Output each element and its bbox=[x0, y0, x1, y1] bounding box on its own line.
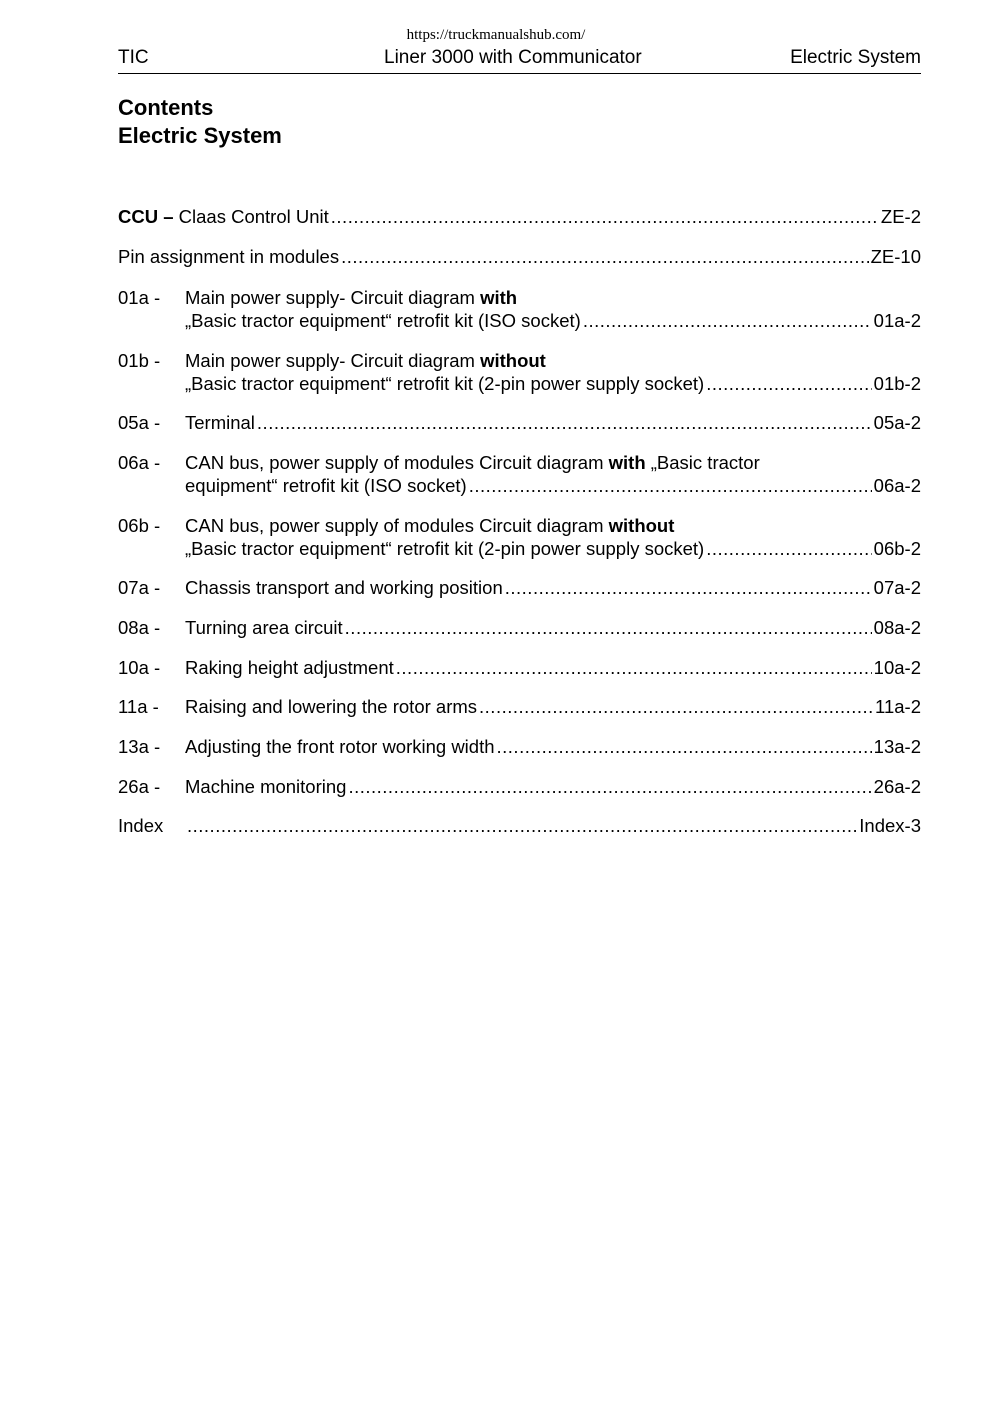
toc-06b-bold: without bbox=[608, 515, 675, 536]
toc-entry-13a[interactable] bbox=[118, 735, 921, 758]
toc-entry-01a[interactable] bbox=[118, 286, 921, 332]
toc-01b-num: 01b - bbox=[118, 350, 161, 371]
toc-11a-page: 11a-2 bbox=[875, 696, 921, 717]
toc-01b-line2: „Basic tractor equipment“ retrofit kit (2-pin power supply socket) bbox=[185, 373, 705, 394]
toc-10a-num: 10a - bbox=[118, 657, 161, 678]
toc-26a-page: 26a-2 bbox=[873, 776, 921, 797]
toc-ccu-page: ZE-2 bbox=[880, 206, 921, 227]
toc-pin-label: Pin assignment in modules bbox=[118, 246, 340, 267]
toc-entry-11a[interactable] bbox=[118, 695, 921, 718]
toc-08a-label: Turning area circuit bbox=[185, 617, 343, 638]
toc-06a-bold: with bbox=[608, 452, 646, 473]
leader-dots bbox=[469, 474, 872, 497]
toc-06a-line1: CAN bus, power supply of modules Circuit diagram bbox=[185, 452, 609, 473]
leader-dots bbox=[505, 576, 872, 599]
toc-index-page: Index-3 bbox=[859, 815, 921, 836]
source-url: https://truckmanualshub.com/ bbox=[406, 27, 586, 43]
toc-10a-page: 10a-2 bbox=[873, 657, 921, 678]
toc-06b-line2: „Basic tractor equipment“ retrofit kit (2-pin power supply socket) bbox=[185, 538, 705, 559]
toc-06b-line1: CAN bus, power supply of modules Circuit diagram bbox=[185, 515, 609, 536]
toc-01b-line1: Main power supply- Circuit diagram bbox=[185, 350, 481, 371]
toc-pin-page: ZE-10 bbox=[870, 246, 921, 267]
toc-06a-line2: equipment“ retrofit kit (ISO socket) bbox=[185, 475, 467, 496]
toc-entry-pin[interactable] bbox=[118, 245, 921, 268]
toc-07a-page: 07a-2 bbox=[873, 577, 921, 598]
leader-dots bbox=[345, 616, 872, 639]
leader-dots bbox=[348, 775, 871, 798]
toc-05a-num: 05a - bbox=[118, 412, 161, 433]
toc-13a-num: 13a - bbox=[118, 736, 161, 757]
toc-entry-06a[interactable] bbox=[118, 451, 921, 497]
toc-26a-num: 26a - bbox=[118, 776, 161, 797]
toc-01b-page: 01b-2 bbox=[873, 373, 921, 394]
toc-06a-page: 06a-2 bbox=[873, 475, 921, 496]
leader-dots bbox=[706, 372, 871, 395]
toc-06a-line1-post: „Basic tractor bbox=[645, 452, 760, 473]
leader-dots bbox=[479, 695, 873, 718]
toc-entry-05a[interactable] bbox=[118, 411, 921, 434]
leader-dots bbox=[396, 656, 872, 679]
toc-05a-page: 05a-2 bbox=[873, 412, 921, 433]
leader-dots bbox=[187, 814, 857, 837]
header-right: Electric System bbox=[790, 47, 921, 68]
toc-08a-num: 08a - bbox=[118, 617, 161, 638]
page-header bbox=[118, 47, 921, 74]
toc-01a-num: 01a - bbox=[118, 287, 161, 308]
toc-11a-num: 11a - bbox=[118, 696, 159, 717]
toc-10a-label: Raking height adjustment bbox=[185, 657, 394, 678]
toc-entry-08a[interactable] bbox=[118, 616, 921, 639]
leader-dots bbox=[497, 735, 872, 758]
toc-entry-10a[interactable] bbox=[118, 656, 921, 679]
toc-06a-num: 06a - bbox=[118, 452, 161, 473]
toc-entry-06b[interactable] bbox=[118, 514, 921, 560]
toc-entry-07a[interactable] bbox=[118, 576, 921, 599]
toc-index-num: Index bbox=[118, 815, 164, 836]
header-left: TIC bbox=[118, 47, 149, 68]
toc-06b-num: 06b - bbox=[118, 515, 161, 536]
toc-entry-26a[interactable] bbox=[118, 775, 921, 798]
title-line-1: Contents bbox=[118, 95, 214, 120]
toc-26a-label: Machine monitoring bbox=[185, 776, 347, 797]
header-center: Liner 3000 with Communicator bbox=[384, 47, 642, 68]
leader-dots bbox=[341, 245, 869, 268]
leader-dots bbox=[706, 537, 871, 560]
toc-01a-line1: Main power supply- Circuit diagram bbox=[185, 287, 481, 308]
leader-dots bbox=[583, 309, 872, 332]
leader-dots bbox=[257, 411, 872, 434]
title-line-2: Electric System bbox=[118, 123, 282, 148]
toc-05a-label: Terminal bbox=[185, 412, 255, 433]
toc-13a-page: 13a-2 bbox=[873, 736, 921, 757]
toc-01a-line2: „Basic tractor equipment“ retrofit kit (ISO socket) bbox=[185, 310, 581, 331]
toc-11a-label: Raising and lowering the rotor arms bbox=[185, 696, 478, 717]
page-title bbox=[118, 94, 282, 150]
toc-08a-page: 08a-2 bbox=[873, 617, 921, 638]
toc-entry-01b[interactable] bbox=[118, 349, 921, 395]
toc-07a-num: 07a - bbox=[118, 577, 161, 598]
toc-07a-label: Chassis transport and working position bbox=[185, 577, 503, 598]
toc-01b-bold: without bbox=[480, 350, 546, 371]
toc-ccu-bold: CCU – bbox=[118, 206, 174, 227]
toc-13a-label: Adjusting the front rotor working width bbox=[185, 736, 495, 757]
toc-entry-ccu[interactable] bbox=[118, 205, 921, 228]
leader-dots bbox=[331, 205, 879, 228]
toc-entry-index[interactable] bbox=[118, 814, 921, 837]
toc-ccu-label: Claas Control Unit bbox=[173, 206, 329, 227]
toc-01a-page: 01a-2 bbox=[873, 310, 921, 331]
toc-01a-bold: with bbox=[480, 287, 518, 308]
toc-06b-page: 06b-2 bbox=[873, 538, 921, 559]
